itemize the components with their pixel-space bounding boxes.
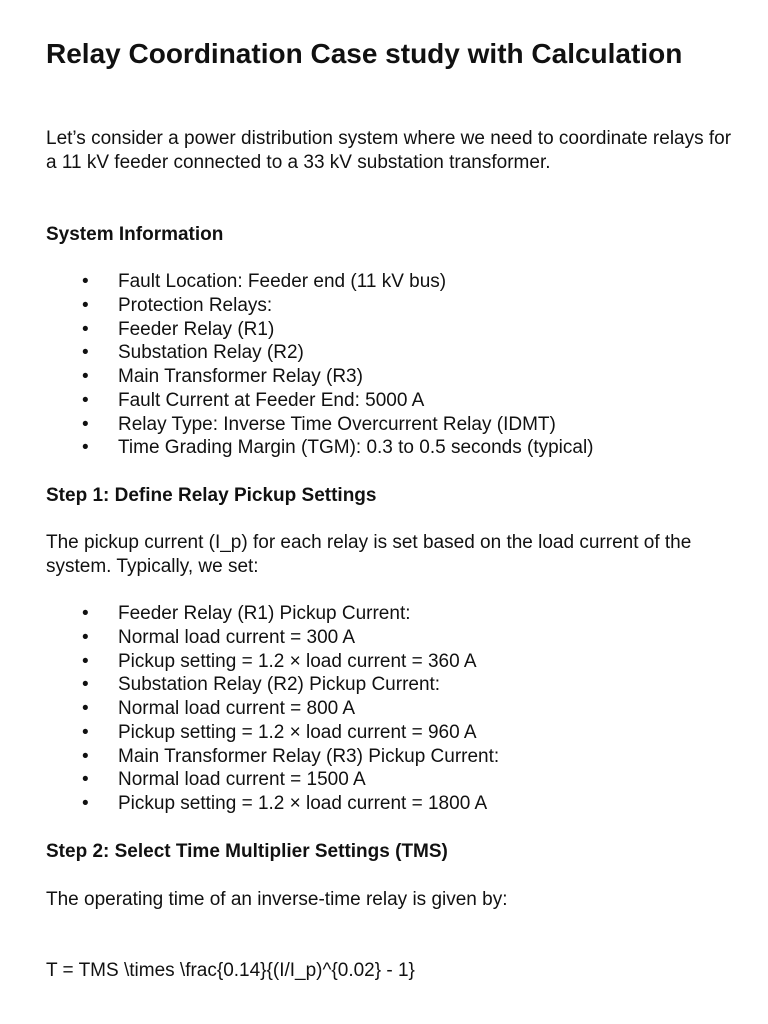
list-item	[46, 721, 499, 745]
list-item-text: Main Transformer Relay (R3) Pickup Current:	[118, 745, 500, 767]
list-item-text: Substation Relay (R2) Pickup Current:	[118, 674, 441, 696]
list-item	[46, 389, 594, 413]
list-item	[46, 436, 594, 460]
bullet-icon: •	[82, 413, 89, 435]
step1-list	[46, 602, 499, 816]
list-item-text: Pickup setting = 1.2 × load current = 360 A	[118, 650, 477, 672]
list-item-text: Fault Current at Feeder End: 5000 A	[118, 389, 425, 411]
bullet-icon: •	[82, 294, 89, 316]
system-information-heading: System Information	[46, 224, 224, 245]
bullet-icon: •	[82, 271, 89, 292]
list-item-text: Substation Relay (R2)	[118, 342, 304, 364]
list-item-text: Pickup setting = 1.2 × load current = 960 A	[118, 721, 477, 743]
intro-paragraph: Let’s consider a power distribution system where we need to coordinate relays for a 11 kV feeder connected to a 33 kV substation transformer.	[46, 128, 732, 173]
step1-heading: Step 1: Define Relay Pickup Settings	[46, 485, 377, 506]
bullet-icon: •	[82, 318, 89, 340]
list-item-text: Normal load current = 1500 A	[118, 769, 366, 791]
bullet-icon: •	[82, 603, 89, 624]
bullet-icon: •	[82, 745, 89, 767]
list-item-text: Normal load current = 300 A	[118, 626, 356, 648]
bullet-icon: •	[82, 389, 89, 411]
step2-paragraph: The operating time of an inverse-time relay is given by:	[46, 889, 508, 910]
list-item-text: Pickup setting = 1.2 × load current = 1800 A	[118, 793, 488, 814]
list-item	[46, 792, 499, 816]
step1-paragraph: The pickup current (I_p) for each relay is set based on the load current of the system. Typically, we set:	[46, 532, 692, 577]
list-item	[46, 673, 499, 697]
list-item-text: Normal load current = 800 A	[118, 698, 356, 719]
list-item	[46, 365, 594, 389]
list-item	[46, 768, 499, 792]
list-item-text: Protection Relays:	[118, 294, 273, 316]
list-item-text: Time Grading Margin (TGM): 0.3 to 0.5 seconds (typical)	[118, 437, 594, 459]
bullet-icon: •	[82, 793, 89, 814]
list-item-text: Main Transformer Relay (R3)	[118, 366, 363, 387]
list-item	[46, 602, 499, 626]
bullet-icon: •	[82, 698, 89, 719]
list-item	[46, 697, 499, 721]
bullet-icon: •	[82, 437, 89, 459]
list-item-text: Fault Location: Feeder end (11 kV bus)	[118, 271, 447, 292]
bullet-icon: •	[82, 626, 89, 648]
bullet-icon: •	[82, 650, 89, 672]
bullet-icon: •	[82, 674, 89, 696]
list-item	[46, 650, 499, 674]
list-item-text: Feeder Relay (R1)	[118, 318, 275, 340]
bullet-icon: •	[82, 366, 89, 387]
list-item	[46, 318, 594, 342]
document-title: Relay Coordination Case study with Calculation	[46, 38, 683, 69]
system-information-list	[46, 270, 594, 460]
bullet-icon: •	[82, 769, 89, 791]
list-item	[46, 626, 499, 650]
list-item	[46, 270, 594, 294]
bullet-icon: •	[82, 721, 89, 743]
step2-heading: Step 2: Select Time Multiplier Settings (TMS)	[46, 841, 448, 862]
list-item	[46, 745, 499, 769]
list-item-text: Feeder Relay (R1) Pickup Current:	[118, 603, 411, 624]
bullet-icon: •	[82, 342, 89, 364]
list-item	[46, 294, 594, 318]
formula-text: T = TMS \times \frac{0.14}{(I/I_p)^{0.02} - 1}	[46, 960, 415, 981]
list-item-text: Relay Type: Inverse Time Overcurrent Relay (IDMT)	[118, 413, 556, 435]
list-item	[46, 413, 594, 437]
list-item	[46, 341, 594, 365]
